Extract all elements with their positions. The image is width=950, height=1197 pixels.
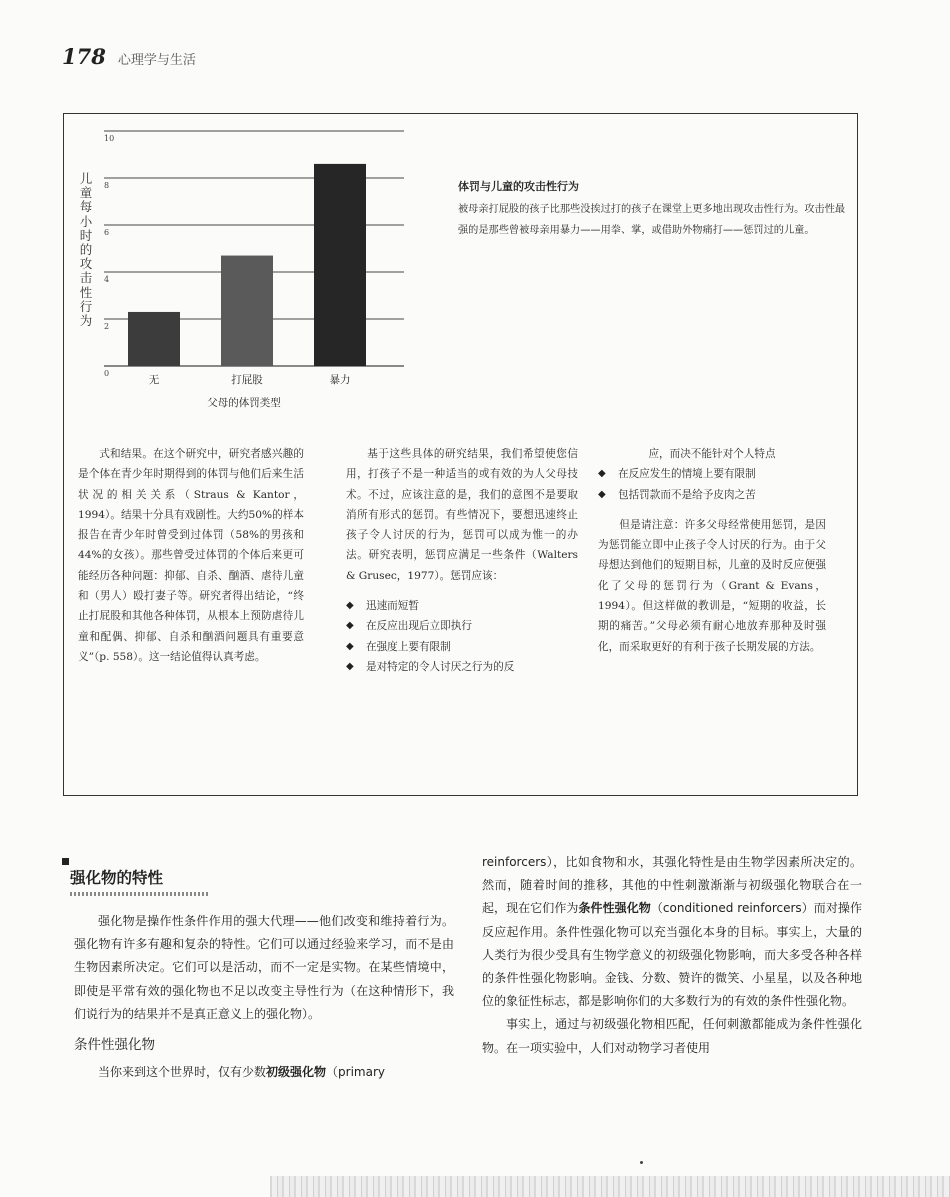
y-tick-label: 10 xyxy=(104,134,115,143)
section-paragraph-4: 事实上，通过与初级强化物相匹配，任何刺激都能成为条件性强化物。在一项实验中，人们对动物学习者使用 xyxy=(482,1017,862,1055)
list-item: ◆ 在反应出现后立即执行 xyxy=(346,616,578,636)
section-paragraph-3 xyxy=(482,851,862,1013)
y-tick-label: 0 xyxy=(104,369,110,378)
section-underline xyxy=(70,892,208,896)
y-tick-label: 4 xyxy=(104,275,110,284)
y-tick-label: 2 xyxy=(104,322,110,331)
section-title: 强化物的特性 xyxy=(70,869,164,887)
bar-1 xyxy=(128,312,180,366)
box-col3-paragraph: 但是请注意：许多父母经常使用惩罚，是因为惩罚能立即中止孩子令人讨厌的行为。由于父母想达到他们的短期目标，儿童的及时反应便强化了父母的惩罚行为（Grant & Evans，1994）。但这样做的教训是，“短期的收益，长期的痛苦。”父母必须有耐心地放弃那种及时强化，而采取更好的有利于孩子长期发展的方法。 xyxy=(598,518,826,653)
key-term: 初级强化物 xyxy=(266,1065,327,1080)
punishment-criteria-list-cont xyxy=(598,464,826,505)
book-title: 心理学与生活 xyxy=(117,53,196,68)
box-col2-paragraph: 基于这些具体的研究结果，我们希望使您信用，打孩子不是一种适当的或有效的为人父母技术。不过，应该注意的是，我们的意图不是要取消所有形式的惩罚。有些情况下，要想迅速终止孩子令人讨厌的行为，惩罚可以成为惟一的办法。研究表明，惩罚应满足一些条件（Walters & Grusec，1977）。惩罚应该： xyxy=(346,448,578,582)
body-left-column xyxy=(74,910,454,1084)
caption-text: 被母亲打屁股的孩子比那些没挨过打的孩子在课堂上更多地出现攻击性行为。攻击性最强的是那些曾被母亲用暴力——用拳、掌，或借助外物痛打——惩罚过的儿童。 xyxy=(458,204,846,236)
bar-3 xyxy=(314,164,366,366)
chart-x-axis-label: 父母的体罚类型 xyxy=(207,397,281,409)
figure-box xyxy=(63,113,858,796)
list-item: ◆ 在反应发生的情境上要有限制 xyxy=(598,464,826,484)
text-run: 当你来到这个世界时，仅有少数 xyxy=(98,1065,267,1080)
subheading: 条件性强化物 xyxy=(74,1037,155,1054)
box-column-2 xyxy=(346,444,578,677)
list-item: ◆ 在强度上要有限制 xyxy=(346,637,578,657)
body-right-column xyxy=(482,851,862,1060)
box-col3-continuation: 应，而决不能针对个人特点 xyxy=(648,448,776,460)
x-tick-label: 暴力 xyxy=(329,374,351,386)
page-number: 178 xyxy=(62,44,106,69)
scan-edge xyxy=(270,1176,950,1197)
bar-chart xyxy=(64,114,464,414)
x-tick-label: 打屁股 xyxy=(231,374,263,386)
scan-speck xyxy=(640,1161,643,1164)
section-marker xyxy=(62,858,69,865)
text-run: （conditioned reinforcers）而对操作反应起作用。条件性强化物可以充当强化本身的目标。事实上，大量的人类行为很少受具有生物学意义的初级强化物影响，而大多受各种各样的条件性强化物影响。金钱、分数、赞许的微笑、小星星，以及各种地位的象征性标志，都是影响你们的大多数行为的有效的条件性强化物。 xyxy=(482,901,862,1009)
key-term: 条件性强化物 xyxy=(578,901,651,916)
text-run: （primary xyxy=(326,1065,385,1080)
chart-y-axis-label: 儿童每小时的攻击性行为 xyxy=(79,171,93,329)
list-item: ◆ 包括罚款而不是给予皮肉之苦 xyxy=(598,485,826,505)
box-column-1: 式和结果。在这个研究中，研究者感兴趣的是个体在青少年时期得到的体罚与他们后来生活状况的相关关系（Straus & Kantor，1994）。结果十分具有戏剧性。大约50%的样本报告在青少年时曾受到过体罚（58%的男孩和44%的女孩）。那些曾受过体罚的个体后来更可能经历各种问题：抑郁、自杀、酗酒、虐待儿童和（男人）殴打妻子等。研究者得出结论，“终止打屁股和其他各种体罚，从根本上预防虐待儿童和配偶、抑郁、自杀和酗酒问题具有重要意义”（p. 558）。这一结论值得认真考虑。 xyxy=(78,448,304,663)
box-column-3 xyxy=(598,444,826,657)
list-item: ◆ 迅速而短暂 xyxy=(346,596,578,616)
bar-2 xyxy=(221,256,273,366)
page-header xyxy=(62,44,196,69)
y-tick-label: 8 xyxy=(104,181,110,190)
punishment-criteria-list xyxy=(346,596,578,677)
text-run: reinforcers），比如食物和水，其强化特性是由生物学因素所决定的。然而，随着时间的推移，其他的中性刺激渐渐与初级强化物联合在一起，现在它们作为 xyxy=(482,855,862,916)
section-paragraph-2 xyxy=(74,1061,454,1084)
section-paragraph-1: 强化物是操作性条件作用的强大代理——他们改变和维持着行为。强化物有许多有趣和复杂的特性。它们可以通过经验来学习，而不是由生物因素所决定。它们可以是活动，而不一定是实物。在某些情境中，即使是平常有效的强化物也不足以改变主导性行为（在这种情形下，我们说行为的结果并不是真正意义上的强化物）。 xyxy=(74,914,454,1021)
y-tick-label: 6 xyxy=(104,228,110,237)
x-tick-label: 无 xyxy=(148,374,160,386)
caption-title: 体罚与儿童的攻击性行为 xyxy=(458,180,579,193)
list-item: ◆ 是对特定的令人讨厌之行为的反 xyxy=(346,657,578,677)
figure-caption xyxy=(458,176,848,241)
